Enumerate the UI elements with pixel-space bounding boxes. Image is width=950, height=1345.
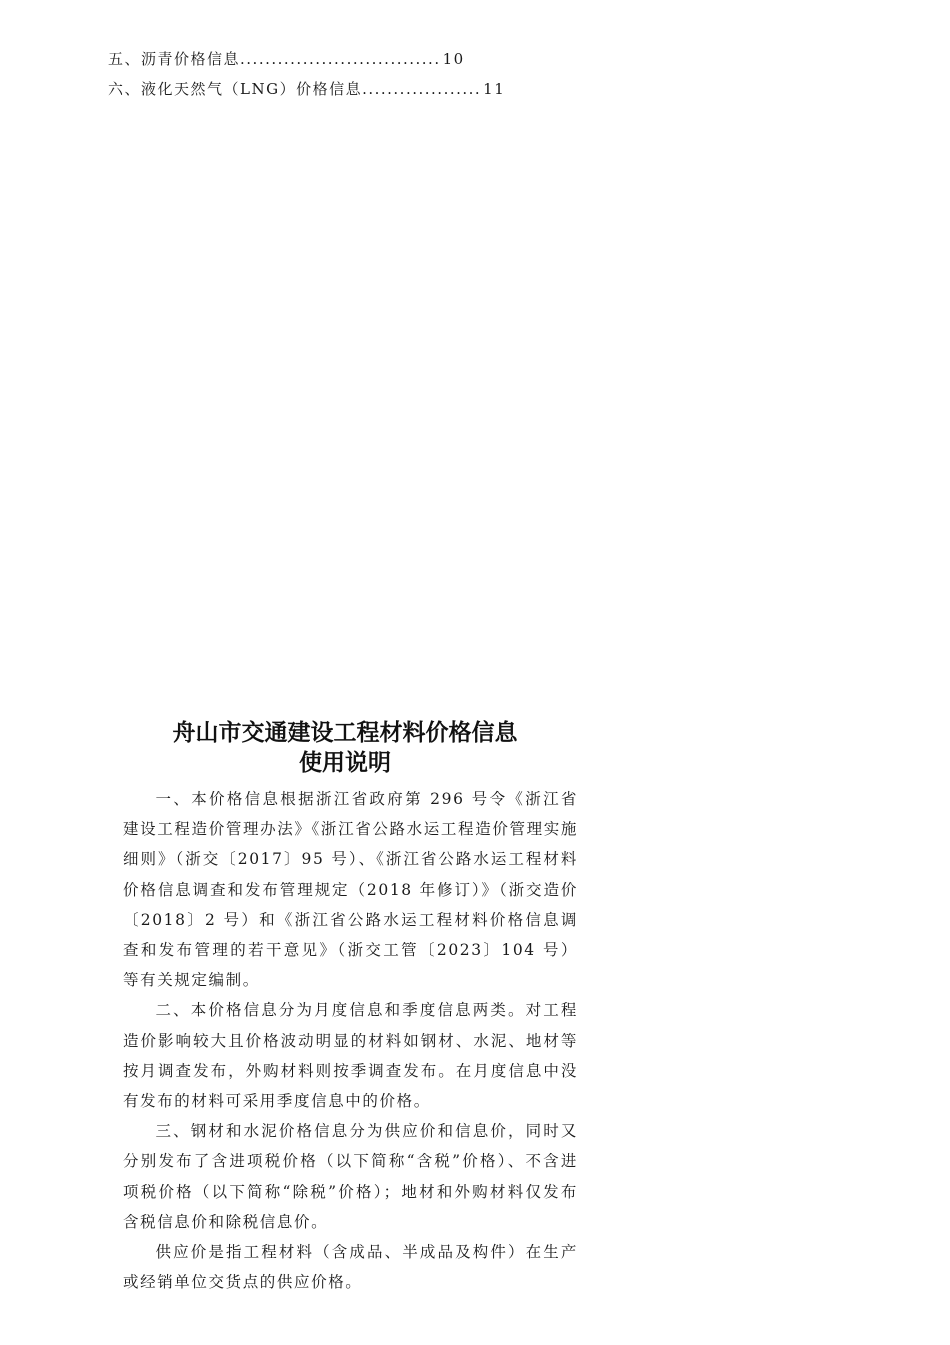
title-line-sub: 使用说明	[299, 750, 391, 776]
toc-leader-dots: ................................	[240, 50, 441, 68]
title-line-main: 舟山市交通建设工程材料价格信息	[172, 720, 518, 746]
toc-item-label: 六、液化天然气（LNG）价格信息	[108, 80, 363, 98]
document-title	[100, 718, 590, 778]
toc-item[interactable]	[108, 48, 558, 78]
toc-item[interactable]	[108, 78, 558, 108]
instructions-body	[123, 784, 578, 1297]
toc-page-number: 11	[483, 80, 506, 98]
toc-page-number: 10	[442, 50, 465, 68]
table-of-contents	[108, 48, 558, 108]
paragraph-supply-price: 供应价是指工程材料（含成品、半成品及构件）在生产或经销单位交货点的供应价格。	[123, 1243, 578, 1292]
paragraph-basis: 一、本价格信息根据浙江省政府第 296 号令《浙江省建设工程造价管理办法》《浙江省公路水运工程造价管理实施细则》（浙交〔2017〕95 号）、《浙江省公路水运工程材料价格信息调查和发布管理规定（2018 年修订）》（浙交造价〔2018〕2 号）和《浙江省公路水运工程材料价格信息调查和发布管理的若干意见》（浙交工管〔2023〕104 号）等有关规定编制。	[123, 790, 578, 990]
paragraph-price-types: 三、钢材和水泥价格信息分为供应价和信息价，同时又分别发布了含进项税价格（以下简称“含税”价格）、不含进项税价格（以下简称“除税”价格）；地材和外购材料仅发布含税信息价和除税信息价。	[123, 1122, 578, 1231]
toc-leader-dots: ...................	[362, 80, 482, 98]
toc-item-label: 五、沥青价格信息	[108, 50, 241, 68]
paragraph-categories: 二、本价格信息分为月度信息和季度信息两类。对工程造价影响较大且价格波动明显的材料如钢材、水泥、地材等按月调查发布，外购材料则按季调查发布。在月度信息中没有发布的材料可采用季度信息中的价格。	[123, 1001, 578, 1111]
